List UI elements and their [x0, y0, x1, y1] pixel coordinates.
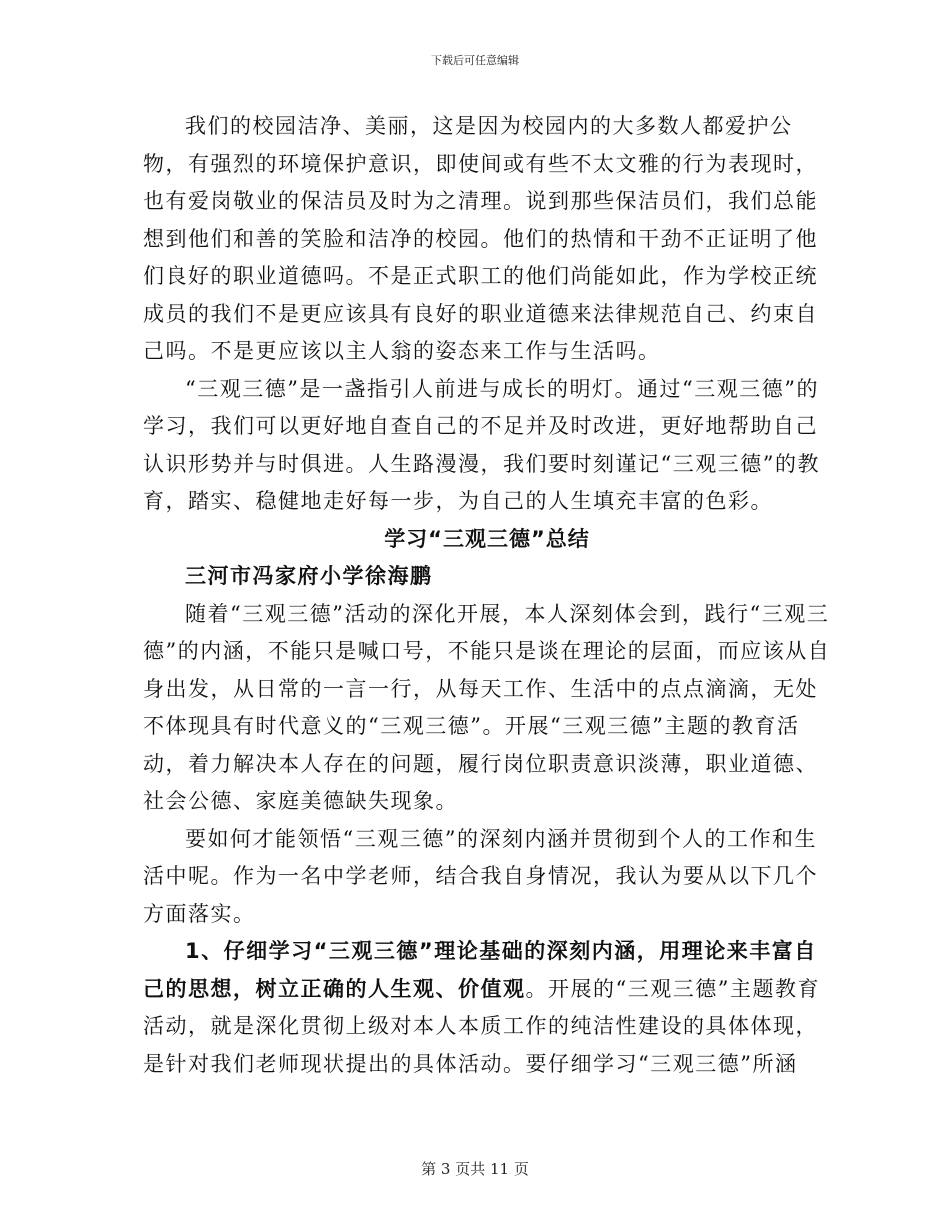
document-body [143, 108, 831, 1083]
paragraph-question: 要如何才能领悟“三观三德”的深刻内涵并贯彻到个人的工作和生活中呢。作为一名中学老师，结合我自身情况，我认为要从以下几个方面落实。 [143, 826, 818, 926]
section-title: 学习“三观三德”总结 [384, 526, 590, 551]
paragraph-campus: 我们的校园洁净、美丽，这是因为校园内的大多数人都爱护公物，有强烈的环境保护意识，即使间或有些不太文雅的行为表现时，也有爱岗敬业的保洁员及时为之清理。说到那些保洁员们，我们总能想到他们和善的笑脸和洁净的校园。他们的热情和干劲不正证明了他们良好的职业道德吗。不是正式职工的他们尚能如此，作为学校正统成员的我们不是更应该具有良好的职业道德来法律规范自己、约束自己吗。不是更应该以主人翁的姿态来工作与生活吗。 [143, 114, 818, 363]
paragraph-practice: 随着“三观三德”活动的深化开展，本人深刻体会到，践行“三观三德”的内涵，不能只是喊口号，不能只是谈在理论的层面，而应该从自身出发，从日常的一言一行，从每天工作、生活中的点点滴滴，无处不体现具有时代意义的“三观三德”。开展“三观三德”主题的教育活动，着力解决本人存在的问题，履行岗位职责意识淡薄，职业道德、社会公德、家庭美德缺失现象。 [143, 601, 831, 813]
page-header: 下载后可任意编辑 [431, 54, 519, 67]
point-one-body: 。开展的“三观三德”主题教育活动，就是深化贯彻上级对本人本质工作的纯洁性建设的具体体现，是针对我们老师现状提出的具体活动。要仔细学习“三观三德”所涵 [143, 976, 820, 1076]
paragraph-point-one [143, 933, 831, 1083]
page-footer: 第 3 页共 11 页 [421, 1160, 529, 1178]
paragraph-lamp: “三观三德”是一盏指引人前进与成长的明灯。通过“三观三德”的学习，我们可以更好地自查自己的不足并及时改进，更好地帮助自己认识形势并与时俱进。人生路漫漫，我们要时刻谨记“三观三德”的教育，踏实、稳健地走好每一步，为自己的人生填充丰富的色彩。 [143, 376, 820, 513]
author-line: 三河市冯家府小学徐海鹏 [185, 564, 433, 588]
point-one-heading: 1、仔细学习“三观三德”理论基础的深刻内涵，用理论来丰富自己的思想，树立正确的人生观、价值观 [143, 939, 817, 1001]
